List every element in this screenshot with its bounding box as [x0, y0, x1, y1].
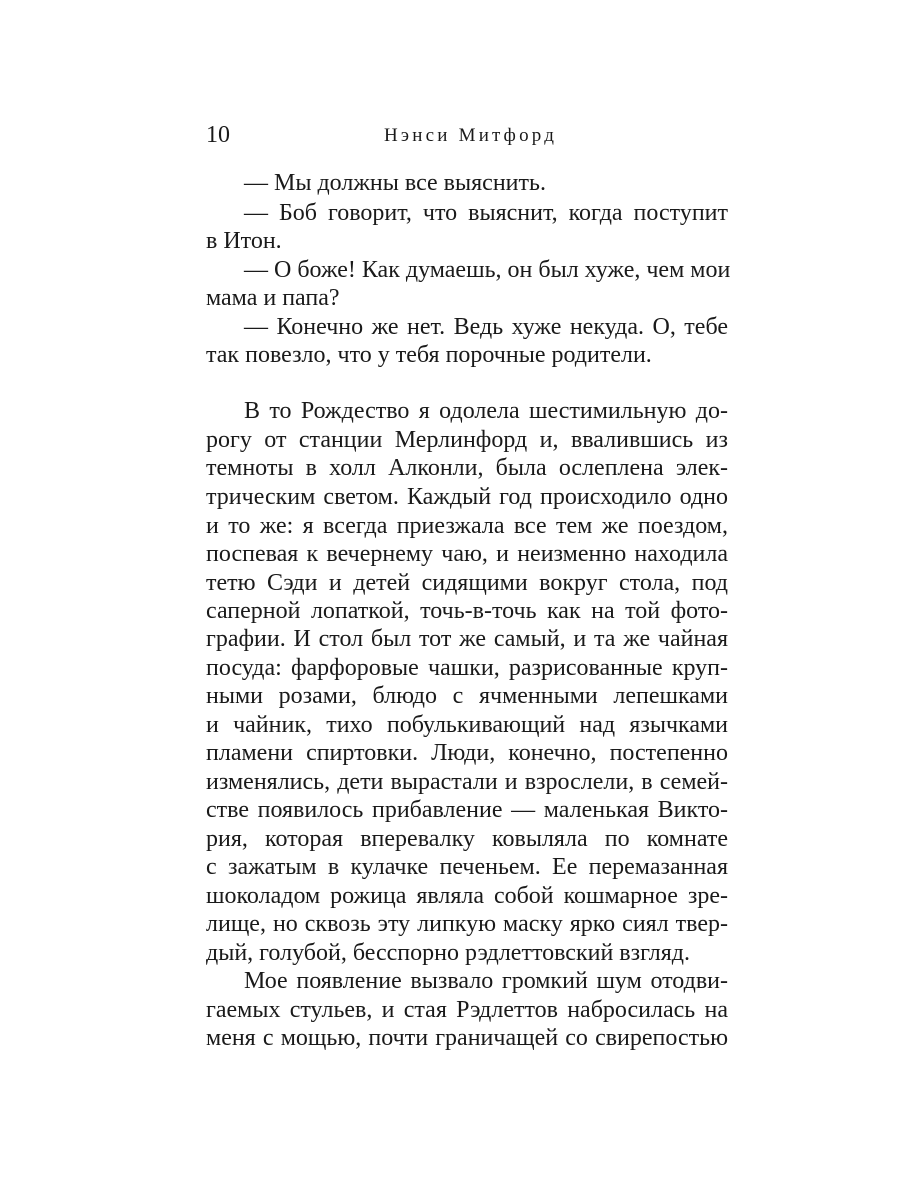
text-line: гаемых стульев, и стая Рэдлеттов набросилась на [206, 997, 728, 1023]
text-line: в Итон. [206, 228, 282, 254]
page-header [206, 118, 696, 152]
text-line: меня с мощью, почти граничащей со свирепостью [206, 1025, 728, 1051]
text-line: ными розами, блюдо с ячменными лепешками [206, 683, 728, 709]
text-line: саперной лопаткой, точь-в-точь как на той фото- [206, 598, 728, 624]
text-line: рогу от станции Мерлинфорд и, ввалившись из [206, 427, 728, 453]
text-line: и чайник, тихо побулькивающий над язычками [206, 712, 728, 738]
text-line: трическим светом. Каждый год происходило одно [206, 484, 728, 510]
text-line: — Мы должны все выяснить. [244, 170, 546, 196]
text-line: рия, которая вперевалку ковыляла по комнате [206, 826, 728, 852]
text-line: В то Рождество я одолела шестимильную до- [244, 398, 728, 424]
text-line: лище, но сквозь эту липкую маску ярко сиял твер- [206, 911, 728, 937]
text-line: — Конечно же нет. Ведь хуже некуда. О, тебе [244, 314, 728, 340]
text-line: темноты в холл Алконли, была ослеплена элек- [206, 455, 728, 481]
page-number: 10 [206, 122, 230, 148]
text-line: пламени спиртовки. Люди, конечно, постепенно [206, 740, 728, 766]
text-line: дый, голубой, бесспорно рэдлеттовский взгляд. [206, 940, 690, 966]
text-line: так повезло, что у тебя порочные родители. [206, 342, 652, 368]
text-line: изменялись, дети вырастали и взрослели, в семей- [206, 769, 728, 795]
text-line: и то же: я всегда приезжала все тем же поездом, [206, 513, 728, 539]
text-line: графии. И стол был тот же самый, и та же чайная [206, 626, 728, 652]
text-line: тетю Сэди и детей сидящими вокруг стола, под [206, 570, 728, 596]
text-line: мама и папа? [206, 285, 340, 311]
text-line: шоколадом рожица являла собой кошмарное зре- [206, 883, 728, 909]
text-line: посуда: фарфоровые чашки, разрисованные круп- [206, 655, 728, 681]
running-head: Нэнси Митфорд [384, 125, 558, 146]
text-line: — Боб говорит, что выяснит, когда поступит [244, 200, 728, 226]
text-line: Мое появление вызвало громкий шум отодви- [244, 968, 728, 994]
text-line: — О боже! Как думаешь, он был хуже, чем мои [244, 257, 731, 283]
text-line: стве появилось прибавление — маленькая Викто- [206, 797, 728, 823]
text-line: с зажатым в кулачке печеньем. Ее перемазанная [206, 854, 728, 880]
text-line: поспевая к вечернему чаю, и неизменно находила [206, 541, 728, 567]
